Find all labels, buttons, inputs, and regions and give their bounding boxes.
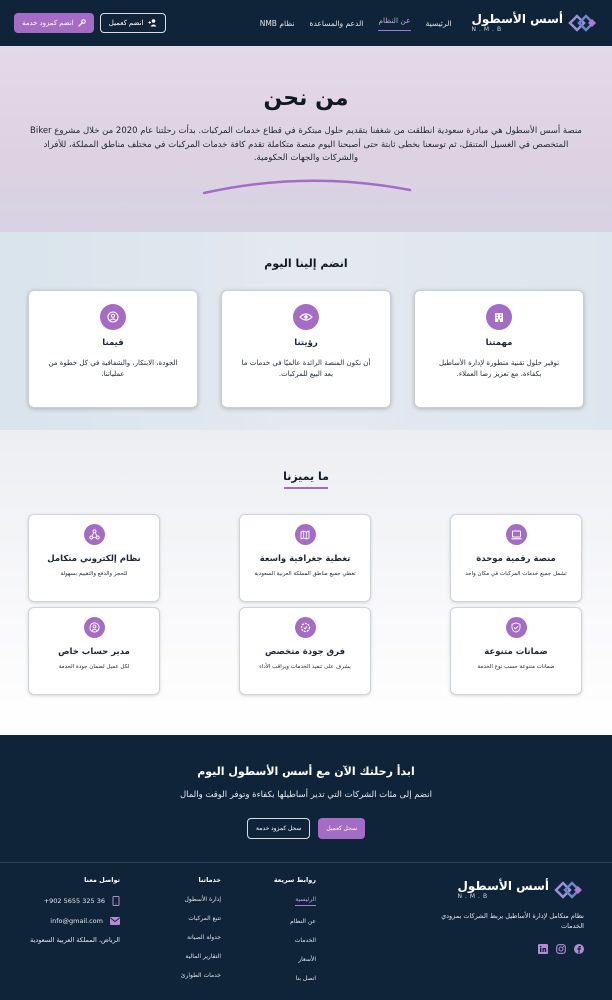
register-provider-button[interactable]: سجل كمزود خدمة xyxy=(247,818,310,839)
footer-brand-subtitle: N.M.B xyxy=(457,893,491,900)
join-provider-button[interactable] xyxy=(14,13,94,33)
features-grid xyxy=(28,514,582,695)
contact-address xyxy=(30,936,120,944)
footer-link-about[interactable]: عن النظام xyxy=(290,918,316,925)
contact-phone xyxy=(30,896,120,906)
feature-title: مدير حساب خاص xyxy=(58,647,130,657)
footer-service-link[interactable]: جدولة الصيانة xyxy=(187,934,221,941)
contact-title: تواصل معنا xyxy=(84,876,120,884)
nav-link-nmb[interactable]: نظام NMB xyxy=(259,18,295,28)
footer-link-services[interactable]: الخدمات xyxy=(294,937,316,944)
building-icon xyxy=(486,304,512,330)
top-navbar xyxy=(0,0,612,46)
values-text: الجودة، الابتكار، والشفافية في كل خطوة من عملياتنا. xyxy=(48,359,178,378)
phone-number[interactable]: +902 5655 325 36 xyxy=(43,897,105,905)
values-card xyxy=(28,290,198,408)
footer-link-pricing[interactable]: الأسعار xyxy=(298,956,316,963)
title-underline xyxy=(284,487,328,489)
contact-column xyxy=(30,876,120,955)
feature-title: نظام إلكتروني متكامل xyxy=(47,554,141,564)
footer-brand xyxy=(434,880,584,954)
values-title: قيمنا xyxy=(102,338,124,348)
nav-link-about[interactable]: عن النظام xyxy=(378,16,410,31)
page-title: من نحن xyxy=(263,86,349,111)
feature-title: فرق جودة متخصص xyxy=(264,647,346,657)
linkedin-icon[interactable] xyxy=(538,944,548,954)
decorative-arc-icon xyxy=(202,176,412,196)
wrench-icon xyxy=(78,19,86,27)
contact-email xyxy=(30,917,120,925)
features-title: ما يميزنا xyxy=(283,470,329,483)
quick-links-column xyxy=(274,876,316,994)
footer-service-link[interactable]: خدمات الطوارئ xyxy=(180,972,221,979)
vision-title: رؤيتنا xyxy=(294,338,318,348)
instagram-icon[interactable] xyxy=(556,944,566,954)
footer-service-link[interactable]: تتبع المركبات xyxy=(188,915,221,922)
footer-logo[interactable] xyxy=(434,880,584,900)
shield-check-icon xyxy=(506,617,527,638)
eye-icon xyxy=(293,304,319,330)
feature-card xyxy=(28,514,160,602)
join-client-button[interactable] xyxy=(100,13,166,33)
footer-service-link[interactable]: إدارة الأسطول xyxy=(184,896,221,903)
brand-subtitle: N.M.B xyxy=(471,26,505,33)
footer-description: نظام متكامل لإدارة الأساطيل يربط الشركات بمزودي الخدمات xyxy=(441,912,584,930)
facebook-icon[interactable] xyxy=(574,944,584,954)
brand-name: أسس الأسطول xyxy=(471,12,563,26)
nav-link-home[interactable]: الرئيسية xyxy=(425,18,452,28)
network-icon xyxy=(84,524,105,545)
services-column xyxy=(181,876,221,991)
footer xyxy=(0,862,612,1000)
feature-text: للحجز والدفع والتقييم بسهولة xyxy=(60,571,128,577)
register-client-button[interactable]: سجل كعميل xyxy=(318,818,365,839)
feature-card xyxy=(450,514,582,602)
nav-link-support[interactable]: الدعم والمساعدة xyxy=(309,18,364,28)
email-address[interactable]: info@gmail.com xyxy=(50,917,103,925)
about-hero xyxy=(0,46,612,232)
brand-logo[interactable] xyxy=(471,13,598,33)
feature-text: لكل عميل لضمان جودة الخدمة xyxy=(58,664,130,670)
nav-links xyxy=(245,16,452,31)
feature-text: تشمل جميع خدمات المركبات في مكان واحد xyxy=(465,571,567,577)
footer-link-home[interactable]: الرئيسية xyxy=(295,896,316,906)
feature-title: تغطية جغرافية واسعة xyxy=(259,554,351,564)
user-circle-icon xyxy=(100,304,126,330)
user-circle-icon xyxy=(84,617,105,638)
mission-text: توفير حلول تقنية متطورة لإدارة الأساطيل بكفاءة، مع تعزيز رضا العملاء. xyxy=(438,359,560,378)
services-title: خدماتنا xyxy=(198,876,221,884)
cta-section xyxy=(0,735,612,862)
cta-actions xyxy=(0,818,612,839)
laptop-icon xyxy=(506,524,527,545)
feature-card xyxy=(239,514,371,602)
mail-icon xyxy=(110,917,120,925)
map-icon xyxy=(295,524,316,545)
vision-text: أن نكون المنصة الرائدة عالميًا في خدمات ما بعد البيع للمركبات. xyxy=(241,359,371,378)
join-section-title: انضم إلينا اليوم xyxy=(264,257,348,270)
address-text: الرياض، المملكة العربية السعودية xyxy=(30,936,120,944)
nav-actions xyxy=(14,13,166,33)
phone-icon xyxy=(112,896,120,906)
mission-title: مهمتنا xyxy=(485,338,513,348)
features-section xyxy=(0,430,612,735)
values-cards xyxy=(28,290,584,408)
vision-card xyxy=(221,290,391,408)
social-links xyxy=(434,944,584,954)
feature-card xyxy=(450,607,582,695)
join-us-section xyxy=(0,232,612,430)
feature-text: يشرف على تنفيذ الخدمات ويراقب الأداء xyxy=(259,664,351,670)
footer-link-contact[interactable]: اتصل بنا xyxy=(295,975,316,982)
feature-text: ضمانات متنوعة حسب نوع الخدمة xyxy=(477,664,555,670)
feature-card xyxy=(239,607,371,695)
footer-brand-name: أسس الأسطول xyxy=(457,879,549,893)
mission-card xyxy=(414,290,584,408)
join-client-label: انضم كعميل xyxy=(108,20,144,27)
feature-title: منصة رقمية موحدة xyxy=(476,554,556,564)
quick-links-title: روابط سريعة xyxy=(273,876,316,884)
cta-title: ابدأ رحلتك الآن مع أسس الأسطول اليوم xyxy=(197,765,415,778)
cta-subtitle: انضم إلى مئات الشركات التي تدير أساطيلها بكفاءة وتوفر الوقت والمال xyxy=(179,790,433,800)
logo-icon xyxy=(568,13,598,33)
feature-card xyxy=(28,607,160,695)
logo-icon xyxy=(554,880,584,900)
feature-title: ضمانات متنوعة xyxy=(484,647,548,657)
gear-check-icon xyxy=(295,617,316,638)
join-provider-label: انضم كمزود خدمة xyxy=(22,20,74,27)
about-description: منصة أسس الأسطول هي مبادرة سعودية انطلقت من شغفنا بتقديم حلول مبتكرة في قطاع خدمات المركبات. بدأت رحلتنا عام 2020 من خلال مشروع Biker المتخصص في الغسيل المتنقل، ثم توسعنا بخطى ثابتة حتى أصبحنا اليوم منصة متكاملة تقدم كافة خدمات المركبات في مختلف مناطق المملكة، للأفراد والشركات والجهات الحكومية. xyxy=(30,126,582,164)
user-plus-icon xyxy=(148,19,157,27)
feature-text: تغطي جميع مناطق المملكة العربية السعودية xyxy=(254,571,356,577)
footer-service-link[interactable]: التقارير المالية xyxy=(185,953,221,960)
